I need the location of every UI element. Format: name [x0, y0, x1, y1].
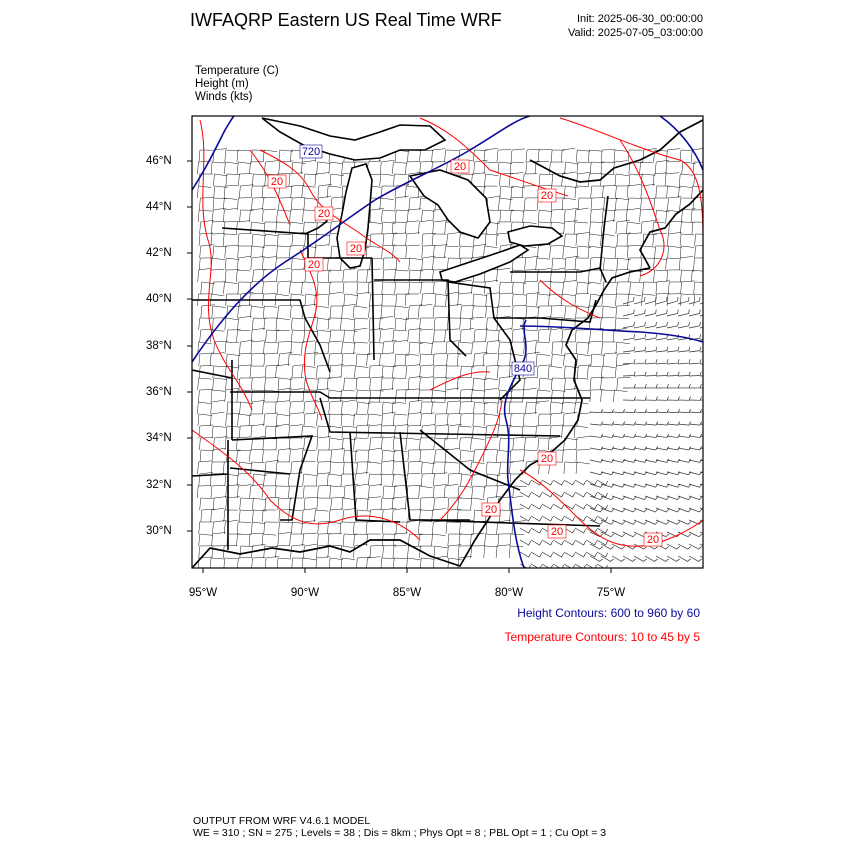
lat-tick-label: 38°N: [146, 340, 172, 352]
field-label-winds: Winds (kts): [195, 91, 253, 103]
temperature-label: 20: [646, 534, 660, 546]
temperature-label: 20: [270, 176, 284, 188]
field-label-temperature: Temperature (C): [195, 65, 279, 77]
model-info: OUTPUT FROM WRF V4.6.1 MODEL: [193, 815, 371, 827]
temperature-label: 20: [349, 243, 363, 255]
model-settings: WE = 310 ; SN = 275 ; Levels = 38 ; Dis = 8km ; Phys Opt = 8 ; PBL Opt = 1 ; Cu Opt = 3: [193, 827, 607, 839]
lat-tick-label: 46°N: [146, 155, 172, 167]
height-contour-legend: Height Contours: 600 to 960 by 60: [517, 606, 700, 620]
field-label-height: Height (m): [195, 78, 249, 90]
lon-tick-label: 80°W: [494, 587, 524, 599]
lon-tick-label: 75°W: [596, 587, 626, 599]
init-time: Init: 2025-06-30_00:00:00: [577, 13, 703, 25]
height-label: 720: [301, 146, 321, 158]
temperature-label: 20: [540, 453, 554, 465]
lon-tick-label: 90°W: [290, 587, 320, 599]
lat-tick-label: 36°N: [146, 386, 172, 398]
lon-tick-label: 95°W: [188, 587, 218, 599]
lat-tick-label: 30°N: [146, 525, 172, 537]
temperature-label: 20: [453, 161, 467, 173]
lon-tick-label: 85°W: [392, 587, 422, 599]
temperature-label: 20: [317, 208, 331, 220]
temperature-label: 20: [540, 190, 554, 202]
height-label: 840: [513, 363, 533, 375]
temperature-label: 20: [484, 504, 498, 516]
great-lakes: [262, 118, 562, 282]
temperature-contour-legend: Temperature Contours: 10 to 45 by 5: [504, 630, 700, 644]
lat-tick-label: 40°N: [146, 293, 172, 305]
temperature-label: 20: [550, 526, 564, 538]
valid-time: Valid: 2025-07-05_03:00:00: [568, 27, 703, 39]
temperature-label: 20: [307, 259, 321, 271]
state-boundaries: [192, 196, 608, 550]
lat-tick-label: 42°N: [146, 247, 172, 259]
lat-tick-label: 32°N: [146, 479, 172, 491]
lat-tick-label: 44°N: [146, 201, 172, 213]
plot-title: IWFAQRP Eastern US Real Time WRF: [190, 10, 502, 30]
lat-tick-label: 34°N: [146, 432, 172, 444]
